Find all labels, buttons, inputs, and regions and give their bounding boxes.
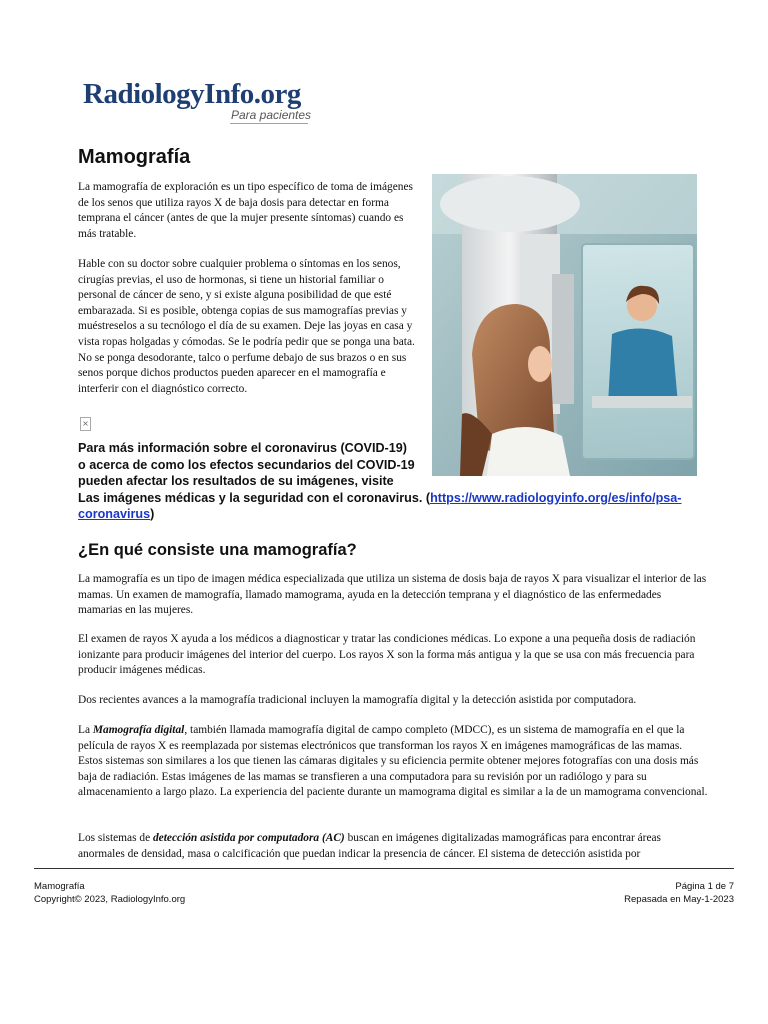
footer-divider (34, 868, 734, 869)
digital-intro-text: La (78, 724, 93, 736)
cad-term: detección asistida por computadora (AC) (152, 832, 345, 844)
logo-underline (230, 123, 308, 124)
mammography-photo-illustration (432, 174, 697, 476)
covid-notice (78, 440, 728, 523)
footer-left (34, 880, 185, 906)
intro-paragraph-2: Hable con su doctor sobre cualquier problema o síntomas en los senos, cirugías previas, el uso de hormonas, si tiene un historial familiar o personal de cáncer de seno, y si existe alguna posibilidad de que esté embarazada. Si es posible, obtenga copias de sus mamografías previas y muéstreselos a su tecnólogo el día de su examen. Deje las joyas en casa y vista ropas holgadas y cómodas. Se le podría pedir que se ponga una bata. No se ponga desodorante, talco o perfume debajo de sus brazos o en sus senos porque dichos productos pueden aparecer en el mamografía e interferir con el diagnóstico correcto. (78, 258, 415, 395)
section-heading: ¿En qué consiste una mamografía? (78, 541, 357, 559)
covid-line-4 (78, 490, 728, 507)
mammography-photo (432, 174, 697, 476)
covid-link-continued[interactable]: coronavirus (78, 507, 151, 522)
covid-line-1: Para más información sobre el coronavirus (COVID-19) (78, 441, 407, 455)
covid-close-paren: ) (150, 507, 155, 522)
page-title: Mamografía (78, 146, 191, 168)
covid-line-2: o acerca de como los efectos secundarios del COVID-19 (78, 457, 415, 472)
footer-page-number: Página 1 de 7 (675, 881, 734, 892)
covid-safety-text: Las imágenes médicas y la seguridad con el coronavirus. ( (78, 490, 431, 505)
body-paragraph-3: Dos recientes avances a la mamografía tradicional incluyen la mamografía digital y la detección asistida por computadora. (78, 694, 637, 706)
intro-paragraph-1: La mamografía de exploración es un tipo específico de toma de imágenes de los senos que utiliza rayos X de baja dosis para detectar en forma temprana el cáncer (antes de que la mujer presente síntomas) cuando es más tratable. (78, 181, 413, 240)
cad-intro-text: Los sistemas de (78, 832, 153, 844)
cad-description-text: buscan en imágenes digitalizadas mamográficas para encontrar áreas anormales de densidad, masa o calcificación que puedan indicar la presencia de cáncer. El sistema de detección asistida por (78, 832, 661, 860)
covid-line-3: pueden afectar los resultados de su imágenes, visite (78, 474, 394, 489)
body-paragraph-2: El examen de rayos X ayuda a los médicos a diagnosticar y tratar las condiciones médicas. Lo expone a una pequeña dosis de radiación ionizante para producir imágenes del interior del cuerpo. Los rayos X son la forma más antigua y la que se usa con más frecuencia para producir imágenes médicas. (78, 633, 696, 677)
site-logo[interactable]: RadiologyInfo.org (83, 78, 301, 110)
digital-description-text: , también llamada mamografía digital de campo completo (MDCC), es un sistema de mamografía en el que la película de rayos X es reemplazada por sistemas electrónicos que transforman los rayos X en imágenes mamográficas de las mamas. Estos sistemas son similares a los que tienen las cámaras digitales y su eficiencia permite obtener mejores fotografías con una dosis más baja de radiación. Estas imágenes de las mamas se transfieren a una computadora para su revisión por un radiólogo y para su almacenamiento a largo plazo. La experiencia del paciente durante un mamograma digital es similar a la de un mamograma convencional. (78, 724, 708, 799)
footer-right (624, 880, 734, 906)
footer-document-title: Mamografía (34, 881, 85, 892)
body-paragraph-5 (78, 831, 708, 863)
covid-link[interactable]: https://www.radiologyinfo.org/es/info/psa- (430, 490, 682, 505)
body-paragraph-1: La mamografía es un tipo de imagen médica especializada que utiliza un sistema de dosis baja de rayos X para visualizar el interior de las mamas. Un examen de mamografía, llamado mamograma, ayuda en la detección temprana y el diagnóstico de las enfermedades mamarias en las mujeres. (78, 573, 707, 617)
broken-image-icon: × (80, 417, 91, 431)
logo-tagline: Para pacientes (231, 108, 312, 122)
body-paragraph-4 (78, 723, 708, 801)
footer-copyright: Copyright© 2023, RadiologyInfo.org (34, 894, 186, 905)
digital-mammography-term: Mamografía digital (92, 724, 185, 736)
covid-line-5 (78, 506, 728, 523)
footer-reviewed-date: Repasada en May-1-2023 (624, 894, 734, 905)
